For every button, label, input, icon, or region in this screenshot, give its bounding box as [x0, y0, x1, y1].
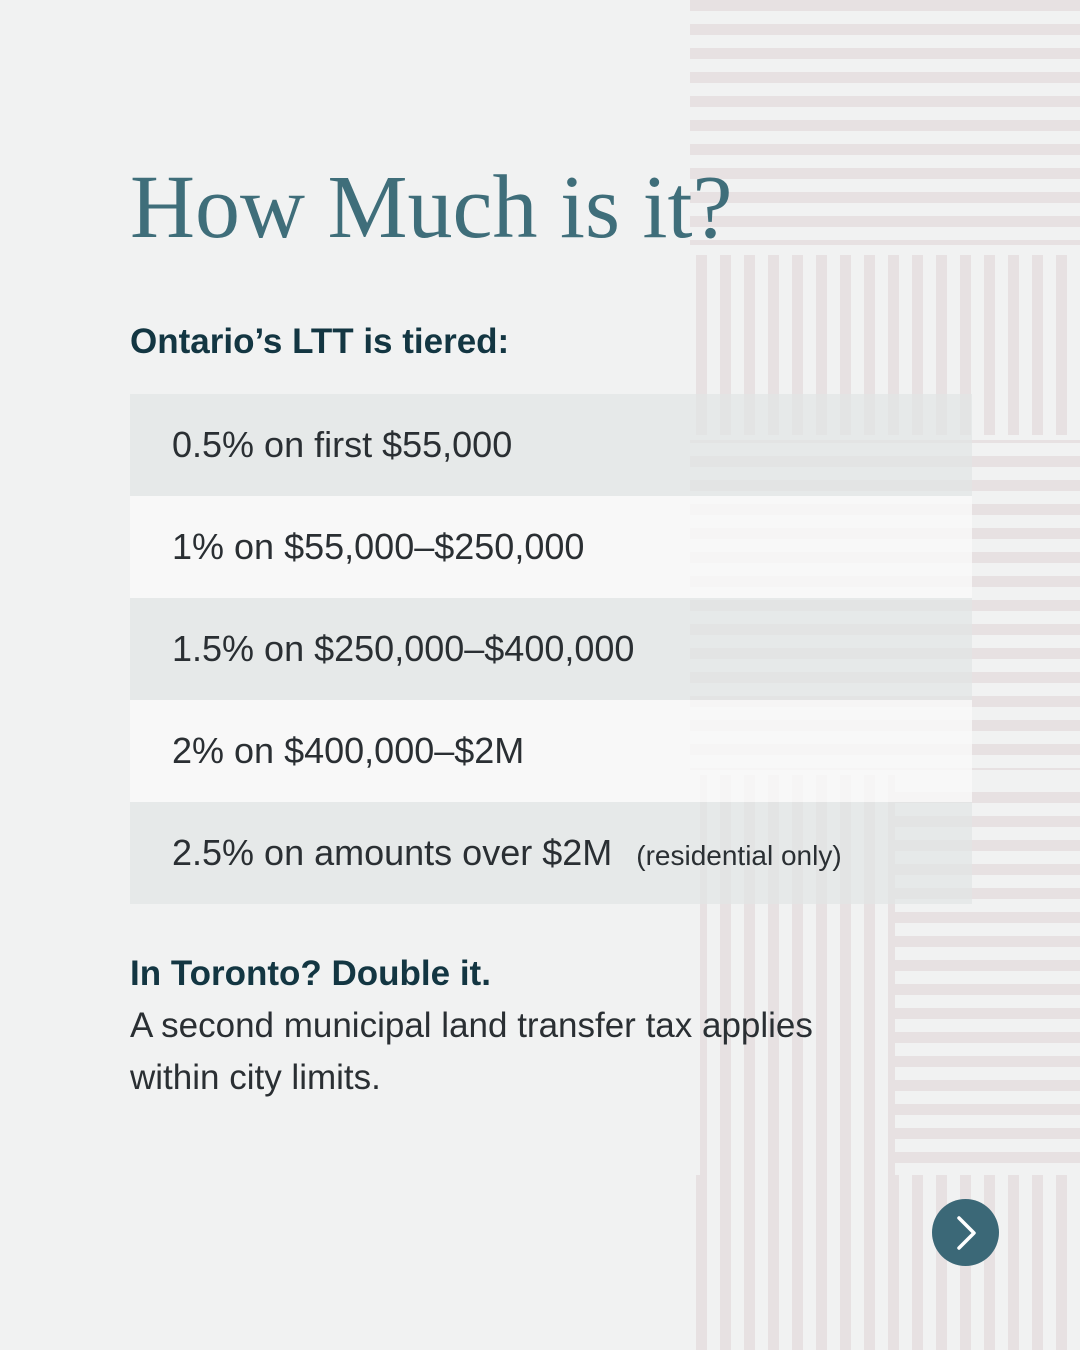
tier-row: [130, 700, 972, 802]
tier-heading: Ontario’s LTT is tiered:: [130, 322, 510, 361]
page-title: How Much is it?: [130, 158, 733, 257]
tier-row: [130, 802, 972, 904]
next-slide-button[interactable]: [932, 1199, 999, 1266]
tier-note: (residential only): [636, 840, 842, 871]
tier-text: 1.5% on $250,000–$400,000: [172, 628, 635, 669]
tier-text: 1% on $55,000–$250,000: [172, 526, 585, 567]
tier-row: [130, 394, 972, 496]
tier-text: 0.5% on first $55,000: [172, 424, 513, 465]
tier-text: 2% on $400,000–$2M: [172, 730, 525, 771]
toronto-body: A second municipal land transfer tax applies within city limits.: [130, 1006, 813, 1097]
chevron-right-icon: [952, 1214, 980, 1252]
tier-text: 2.5% on amounts over $2M: [172, 832, 613, 873]
toronto-heading: In Toronto? Double it.: [130, 954, 491, 993]
tier-row: [130, 496, 972, 598]
tier-list: [130, 394, 972, 904]
tier-row: [130, 598, 972, 700]
